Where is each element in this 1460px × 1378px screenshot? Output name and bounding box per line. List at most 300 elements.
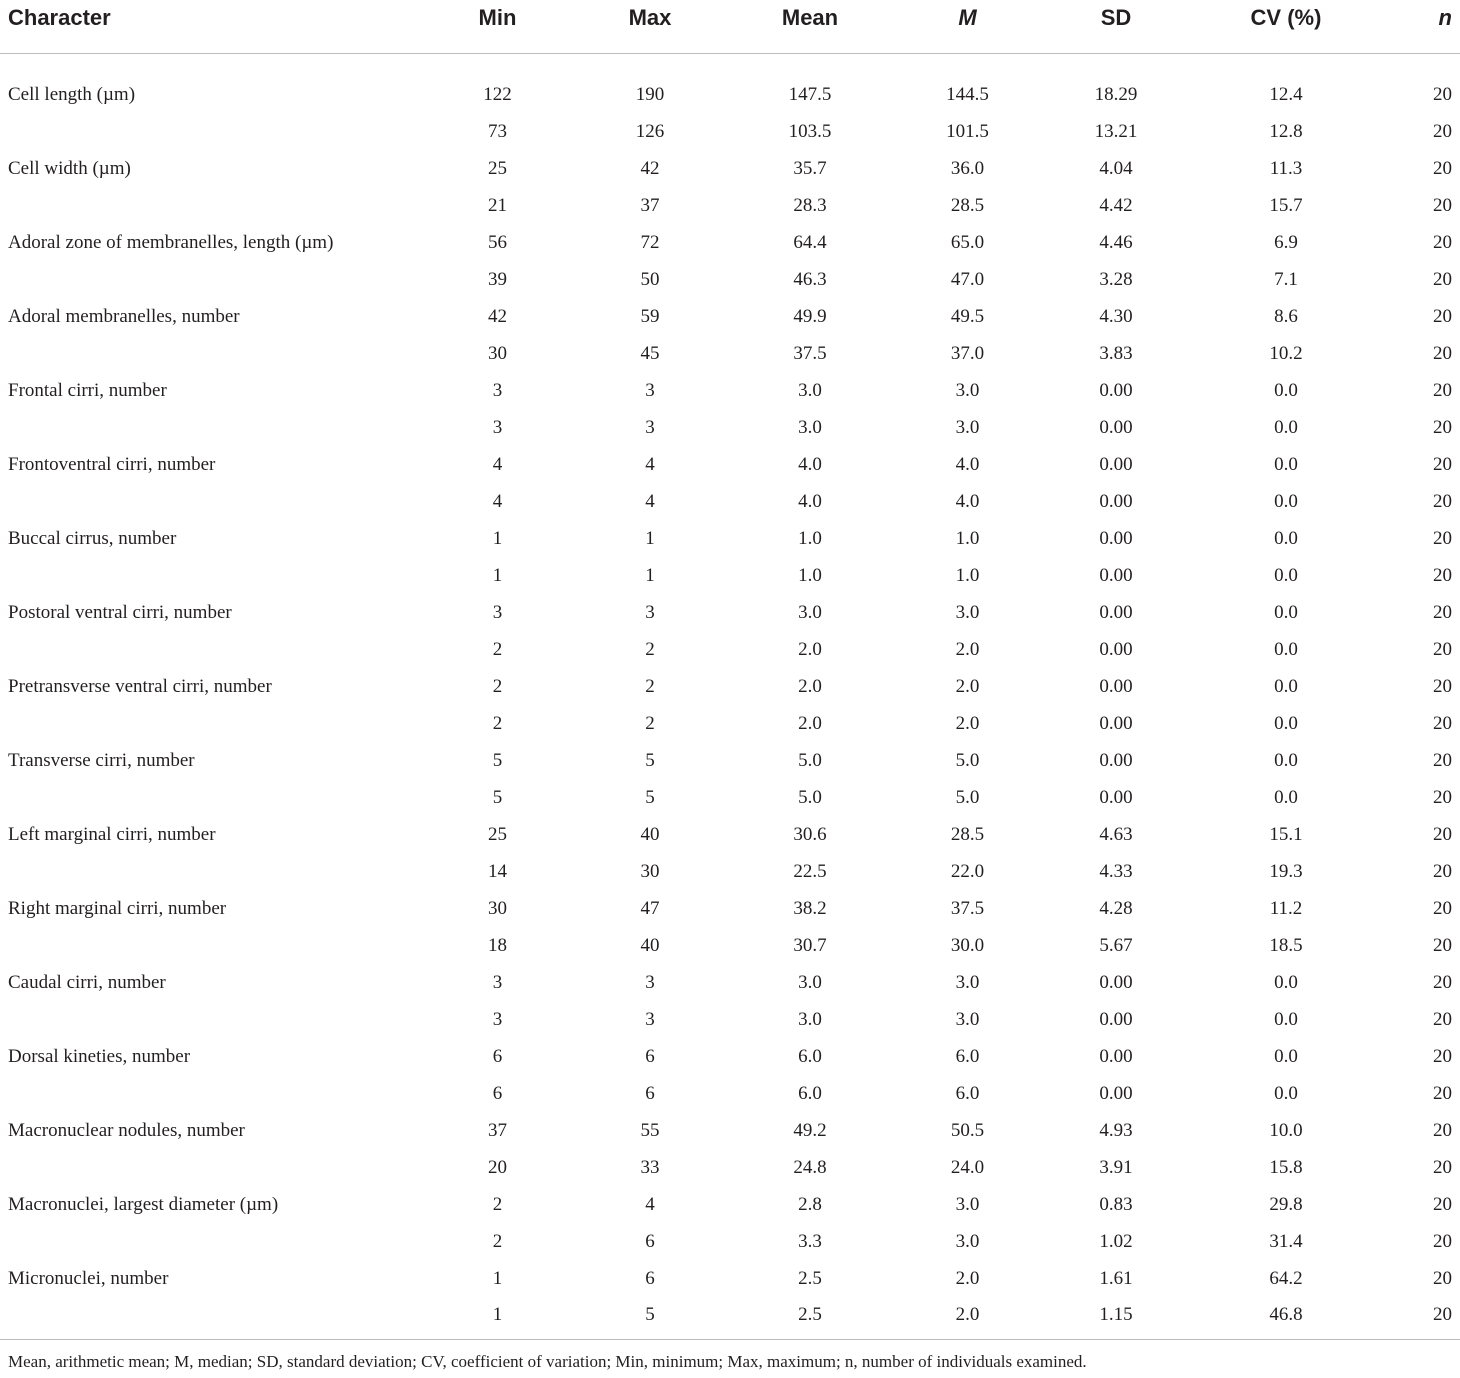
cell-min: 2 <box>492 1231 503 1252</box>
cell-min: 73 <box>488 121 507 142</box>
table-row <box>0 631 1460 668</box>
cell-max: 2 <box>645 639 655 660</box>
cell-sd: 5.67 <box>1099 935 1133 956</box>
table-row <box>0 1075 1460 1112</box>
cell-cv: 0.0 <box>1274 750 1298 771</box>
cell-n: 20 <box>1433 676 1452 697</box>
cell-cv: 12.4 <box>1269 84 1303 106</box>
header-median: M <box>895 0 1040 53</box>
cell-cv: 11.3 <box>1269 158 1303 179</box>
cell-cv: 0.0 <box>1274 713 1298 734</box>
cell-mean: 1.0 <box>798 528 822 549</box>
cell-cv: 15.8 <box>1269 1157 1303 1178</box>
cell-min: 42 <box>488 306 507 327</box>
cell-sd: 4.28 <box>1099 898 1133 919</box>
cell-min: 2 <box>492 1194 503 1215</box>
cell-cv: 15.1 <box>1269 824 1303 845</box>
cell-median: 2.0 <box>955 713 980 734</box>
cell-mean: 37.5 <box>793 343 827 364</box>
cell-median: 101.5 <box>946 121 989 142</box>
cell-n: 20 <box>1433 602 1452 623</box>
cell-sd: 0.00 <box>1099 454 1133 475</box>
cell-character: Pretransverse ventral cirri, number <box>8 676 272 697</box>
cell-mean: 6.0 <box>798 1046 822 1067</box>
cell-median: 2.0 <box>955 1304 980 1325</box>
cell-n: 20 <box>1433 1194 1452 1215</box>
cell-mean: 49.9 <box>793 306 827 327</box>
cell-sd: 0.00 <box>1099 676 1133 697</box>
cell-character <box>0 1149 420 1186</box>
cell-n: 20 <box>1433 121 1452 142</box>
cell-sd: 0.00 <box>1099 787 1133 808</box>
table-row <box>0 187 1460 224</box>
cell-mean: 38.2 <box>793 898 827 919</box>
table-row <box>0 446 1460 483</box>
cell-mean: 2.0 <box>798 676 822 697</box>
table-row <box>0 1001 1460 1038</box>
table-row <box>0 890 1460 927</box>
cell-median: 37.5 <box>950 898 985 919</box>
cell-max: 126 <box>635 121 665 142</box>
cell-n: 20 <box>1433 528 1452 549</box>
header-sd: SD <box>1040 0 1192 53</box>
cell-median: 50.5 <box>950 1120 985 1141</box>
cell-median: 5.0 <box>955 750 980 771</box>
table-row <box>0 335 1460 372</box>
cell-median: 3.0 <box>955 417 980 438</box>
cell-min: 20 <box>488 1157 507 1178</box>
cell-mean: 147.5 <box>788 84 832 106</box>
cell-mean: 28.3 <box>793 195 827 216</box>
cell-cv: 0.0 <box>1274 1083 1298 1104</box>
cell-median: 2.0 <box>955 676 980 697</box>
cell-character: Cell length (µm) <box>8 84 136 106</box>
cell-character: Adoral membranelles, number <box>8 306 240 327</box>
cell-sd: 13.21 <box>1094 121 1138 142</box>
cell-max: 59 <box>640 306 660 327</box>
cell-cv: 0.0 <box>1274 787 1298 808</box>
cell-sd: 0.00 <box>1099 750 1133 771</box>
cell-mean: 1.0 <box>798 565 822 586</box>
cell-cv: 11.2 <box>1269 898 1303 919</box>
cell-n: 20 <box>1433 824 1452 845</box>
table-row <box>0 53 1460 113</box>
cell-sd: 0.00 <box>1099 417 1133 438</box>
header-max: Max <box>575 0 725 53</box>
cell-cv: 31.4 <box>1269 1231 1303 1252</box>
cell-min: 3 <box>492 1009 503 1030</box>
cell-median: 22.0 <box>950 861 985 882</box>
cell-min: 122 <box>483 84 512 106</box>
cell-max: 2 <box>645 676 655 697</box>
cell-mean: 22.5 <box>793 861 827 882</box>
cell-n: 20 <box>1433 417 1452 438</box>
cell-mean: 4.0 <box>798 454 822 475</box>
cell-n: 20 <box>1433 158 1452 179</box>
table-row <box>0 298 1460 335</box>
cell-cv: 10.0 <box>1269 1120 1303 1141</box>
cell-median: 3.0 <box>955 1009 980 1030</box>
cell-max: 6 <box>645 1083 655 1104</box>
cell-character: Left marginal cirri, number <box>8 824 216 845</box>
cell-cv: 0.0 <box>1274 417 1298 438</box>
cell-sd: 1.02 <box>1099 1231 1133 1252</box>
cell-sd: 0.00 <box>1099 491 1133 512</box>
cell-n: 20 <box>1433 1268 1452 1289</box>
cell-max: 5 <box>645 1304 655 1325</box>
table-row <box>0 1112 1460 1149</box>
cell-min: 4 <box>492 454 503 475</box>
table-row <box>0 853 1460 890</box>
header-cv: CV (%) <box>1192 0 1380 53</box>
cell-max: 190 <box>635 84 665 106</box>
cell-cv: 12.8 <box>1269 121 1303 142</box>
cell-max: 3 <box>645 417 655 438</box>
cell-n: 20 <box>1433 1083 1452 1104</box>
cell-character: Macronuclei, largest diameter (µm) <box>8 1194 279 1215</box>
table-row <box>0 1260 1460 1297</box>
cell-character: Frontal cirri, number <box>8 380 167 401</box>
table-row <box>0 927 1460 964</box>
cell-n: 20 <box>1433 380 1452 401</box>
table-row <box>0 1297 1460 1332</box>
cell-mean: 46.3 <box>793 269 827 290</box>
cell-character: Macronuclear nodules, number <box>8 1120 245 1141</box>
cell-mean: 2.5 <box>798 1268 822 1289</box>
cell-n: 20 <box>1433 972 1452 993</box>
table-row <box>0 668 1460 705</box>
cell-cv: 46.8 <box>1269 1304 1303 1325</box>
cell-sd: 4.46 <box>1099 232 1133 253</box>
cell-min: 14 <box>488 861 507 882</box>
cell-min: 5 <box>492 750 503 771</box>
cell-max: 40 <box>640 935 660 956</box>
cell-max: 40 <box>640 824 660 845</box>
cell-max: 47 <box>640 898 660 919</box>
cell-n: 20 <box>1433 491 1452 512</box>
cell-n: 20 <box>1433 787 1452 808</box>
cell-character <box>0 631 420 668</box>
cell-sd: 0.00 <box>1099 713 1133 734</box>
cell-sd: 18.29 <box>1094 84 1138 106</box>
cell-sd: 0.00 <box>1099 528 1133 549</box>
cell-mean: 3.0 <box>798 380 822 401</box>
table-row <box>0 409 1460 446</box>
cell-median: 1.0 <box>955 565 980 586</box>
cell-max: 37 <box>640 195 660 216</box>
cell-mean: 30.6 <box>793 824 827 845</box>
cell-n: 20 <box>1433 639 1452 660</box>
cell-cv: 19.3 <box>1269 861 1303 882</box>
cell-sd: 0.00 <box>1099 380 1133 401</box>
cell-median: 5.0 <box>955 787 980 808</box>
cell-cv: 0.0 <box>1274 972 1298 993</box>
table-row <box>0 816 1460 853</box>
cell-sd: 0.00 <box>1099 1009 1133 1030</box>
cell-median: 3.0 <box>955 972 980 993</box>
cell-character <box>0 779 420 816</box>
cell-character <box>0 113 420 150</box>
cell-cv: 0.0 <box>1274 380 1298 401</box>
cell-cv: 15.7 <box>1269 195 1303 216</box>
cell-min: 4 <box>492 491 503 512</box>
cell-min: 18 <box>488 935 507 956</box>
cell-mean: 3.0 <box>798 1009 822 1030</box>
cell-mean: 3.0 <box>798 602 822 623</box>
cell-character: Cell width (µm) <box>8 158 131 179</box>
cell-character <box>0 853 420 890</box>
cell-min: 21 <box>488 195 507 216</box>
cell-min: 30 <box>488 343 507 364</box>
cell-min: 30 <box>488 898 507 919</box>
cell-mean: 64.4 <box>793 232 827 253</box>
cell-min: 1 <box>492 528 503 549</box>
cell-sd: 1.15 <box>1099 1304 1133 1325</box>
cell-cv: 0.0 <box>1274 639 1298 660</box>
cell-character <box>0 1223 420 1260</box>
cell-n: 20 <box>1433 750 1452 771</box>
cell-sd: 0.00 <box>1099 639 1133 660</box>
cell-max: 3 <box>645 972 655 993</box>
cell-n: 20 <box>1433 1046 1452 1067</box>
cell-mean: 3.0 <box>798 972 822 993</box>
cell-cv: 0.0 <box>1274 491 1298 512</box>
cell-min: 1 <box>492 1304 503 1325</box>
cell-mean: 6.0 <box>798 1083 822 1104</box>
cell-median: 65.0 <box>950 232 985 253</box>
table-row <box>0 742 1460 779</box>
cell-cv: 0.0 <box>1274 1009 1298 1030</box>
cell-n: 20 <box>1433 1304 1452 1325</box>
cell-mean: 4.0 <box>798 491 822 512</box>
cell-median: 30.0 <box>950 935 985 956</box>
cell-max: 3 <box>645 1009 655 1030</box>
cell-n: 20 <box>1433 565 1452 586</box>
cell-min: 6 <box>492 1046 503 1067</box>
cell-max: 72 <box>640 232 660 253</box>
cell-median: 6.0 <box>955 1046 980 1067</box>
cell-n: 20 <box>1433 935 1452 956</box>
header-n: n <box>1380 0 1460 53</box>
cell-cv: 6.9 <box>1274 232 1298 253</box>
table-row <box>0 224 1460 261</box>
cell-n: 20 <box>1433 1231 1452 1252</box>
cell-character <box>0 409 420 446</box>
cell-mean: 2.8 <box>798 1194 822 1215</box>
table-row <box>0 1149 1460 1186</box>
cell-cv: 0.0 <box>1274 454 1298 475</box>
cell-median: 144.5 <box>946 84 989 106</box>
cell-min: 39 <box>488 269 507 290</box>
cell-median: 3.0 <box>955 1194 980 1215</box>
cell-sd: 3.91 <box>1099 1157 1133 1178</box>
cell-max: 4 <box>645 1194 655 1215</box>
cell-sd: 4.33 <box>1099 861 1133 882</box>
cell-max: 6 <box>645 1046 655 1067</box>
cell-cv: 0.0 <box>1274 676 1298 697</box>
cell-cv: 64.2 <box>1269 1268 1303 1289</box>
table-row <box>0 261 1460 298</box>
table-row <box>0 372 1460 409</box>
table-row <box>0 557 1460 594</box>
cell-median: 2.0 <box>955 1268 980 1289</box>
cell-mean: 5.0 <box>798 750 822 771</box>
cell-max: 1 <box>645 565 655 586</box>
cell-sd: 4.93 <box>1099 1120 1133 1141</box>
cell-character <box>0 187 420 224</box>
cell-min: 6 <box>492 1083 503 1104</box>
cell-character <box>0 1001 420 1038</box>
cell-sd: 4.30 <box>1099 306 1133 327</box>
cell-sd: 0.83 <box>1099 1194 1133 1215</box>
cell-mean: 3.0 <box>798 417 822 438</box>
cell-n: 20 <box>1433 84 1452 106</box>
cell-character <box>0 483 420 520</box>
cell-character <box>0 927 420 964</box>
cell-n: 20 <box>1433 195 1452 216</box>
cell-sd: 0.00 <box>1099 1046 1133 1067</box>
cell-n: 20 <box>1433 1120 1452 1141</box>
cell-min: 2 <box>492 676 503 697</box>
cell-sd: 0.00 <box>1099 565 1133 586</box>
cell-max: 4 <box>645 491 655 512</box>
table-row <box>0 150 1460 187</box>
cell-max: 45 <box>640 343 660 364</box>
cell-n: 20 <box>1433 861 1452 882</box>
cell-cv: 29.8 <box>1269 1194 1303 1215</box>
cell-min: 2 <box>492 713 503 734</box>
cell-character: Dorsal kineties, number <box>8 1046 191 1067</box>
cell-character: Micronuclei, number <box>8 1268 169 1289</box>
table-row <box>0 113 1460 150</box>
cell-max: 6 <box>645 1268 655 1289</box>
header-character: Character <box>0 0 420 53</box>
cell-sd: 0.00 <box>1099 972 1133 993</box>
cell-sd: 0.00 <box>1099 602 1133 623</box>
cell-cv: 8.6 <box>1274 306 1298 327</box>
cell-mean: 35.7 <box>793 158 827 179</box>
cell-n: 20 <box>1433 1157 1452 1178</box>
cell-character: Adoral zone of membranelles, length (µm) <box>8 232 334 253</box>
cell-min: 56 <box>488 232 507 253</box>
cell-cv: 10.2 <box>1269 343 1303 364</box>
cell-max: 55 <box>640 1120 660 1141</box>
cell-max: 50 <box>640 269 660 290</box>
header-mean: Mean <box>725 0 895 53</box>
cell-mean: 5.0 <box>798 787 822 808</box>
cell-max: 3 <box>645 602 655 623</box>
cell-median: 3.0 <box>955 380 980 401</box>
cell-min: 25 <box>488 158 507 179</box>
cell-max: 2 <box>645 713 655 734</box>
cell-min: 1 <box>492 565 503 586</box>
cell-median: 2.0 <box>955 639 980 660</box>
cell-median: 49.5 <box>950 306 985 327</box>
cell-n: 20 <box>1433 232 1452 253</box>
cell-median: 36.0 <box>950 158 985 179</box>
cell-mean: 2.0 <box>798 713 822 734</box>
cell-median: 4.0 <box>955 491 980 512</box>
cell-max: 1 <box>645 528 655 549</box>
cell-median: 3.0 <box>955 1231 980 1252</box>
cell-n: 20 <box>1433 713 1452 734</box>
table-bottom-rule <box>0 1339 1460 1340</box>
cell-character: Buccal cirrus, number <box>8 528 177 549</box>
cell-sd: 1.61 <box>1099 1268 1133 1289</box>
cell-median: 4.0 <box>955 454 980 475</box>
cell-cv: 18.5 <box>1269 935 1303 956</box>
cell-character <box>0 261 420 298</box>
cell-median: 37.0 <box>950 343 985 364</box>
cell-min: 25 <box>488 824 507 845</box>
cell-max: 4 <box>645 454 655 475</box>
cell-mean: 3.3 <box>798 1231 822 1252</box>
cell-n: 20 <box>1433 454 1452 475</box>
cell-cv: 0.0 <box>1274 602 1298 623</box>
cell-character <box>0 1075 420 1112</box>
cell-cv: 0.0 <box>1274 1046 1298 1067</box>
cell-min: 37 <box>488 1120 507 1141</box>
cell-n: 20 <box>1433 269 1452 290</box>
cell-sd: 3.83 <box>1099 343 1133 364</box>
cell-min: 3 <box>492 417 503 438</box>
table-footnote: Mean, arithmetic mean; M, median; SD, standard deviation; CV, coefficient of variation; Min, minimum; Max, maximum; n, number of individuals examined. <box>8 1352 1087 1371</box>
cell-median: 47.0 <box>950 269 985 290</box>
table-body <box>0 53 1460 1332</box>
cell-sd: 4.04 <box>1099 158 1133 179</box>
cell-mean: 2.5 <box>798 1304 822 1325</box>
cell-character: Postoral ventral cirri, number <box>8 602 232 623</box>
cell-cv: 0.0 <box>1274 528 1298 549</box>
cell-median: 24.0 <box>950 1157 985 1178</box>
cell-min: 1 <box>492 1268 503 1289</box>
cell-max: 3 <box>645 380 655 401</box>
table-row <box>0 1186 1460 1223</box>
table-row <box>0 520 1460 557</box>
cell-median: 3.0 <box>955 602 980 623</box>
cell-min: 3 <box>492 602 503 623</box>
cell-max: 5 <box>645 750 655 771</box>
table-header-row <box>0 0 1460 53</box>
cell-n: 20 <box>1433 898 1452 919</box>
cell-mean: 24.8 <box>793 1157 827 1178</box>
cell-max: 30 <box>640 861 660 882</box>
cell-median: 6.0 <box>955 1083 980 1104</box>
cell-n: 20 <box>1433 1009 1452 1030</box>
cell-mean: 2.0 <box>798 639 822 660</box>
cell-max: 42 <box>640 158 660 179</box>
cell-median: 28.5 <box>950 824 985 845</box>
cell-character: Transverse cirri, number <box>8 750 195 771</box>
cell-sd: 4.63 <box>1099 824 1133 845</box>
table-row <box>0 1038 1460 1075</box>
table-row <box>0 1223 1460 1260</box>
table-row <box>0 594 1460 631</box>
cell-character: Caudal cirri, number <box>8 972 166 993</box>
cell-character <box>0 705 420 742</box>
cell-max: 33 <box>640 1157 660 1178</box>
cell-min: 3 <box>492 380 503 401</box>
cell-sd: 0.00 <box>1099 1083 1133 1104</box>
table-row <box>0 964 1460 1001</box>
cell-min: 3 <box>492 972 503 993</box>
cell-mean: 30.7 <box>793 935 827 956</box>
cell-character <box>0 557 420 594</box>
cell-cv: 0.0 <box>1274 565 1298 586</box>
cell-mean: 103.5 <box>788 121 832 142</box>
cell-min: 5 <box>492 787 503 808</box>
cell-n: 20 <box>1433 343 1452 364</box>
